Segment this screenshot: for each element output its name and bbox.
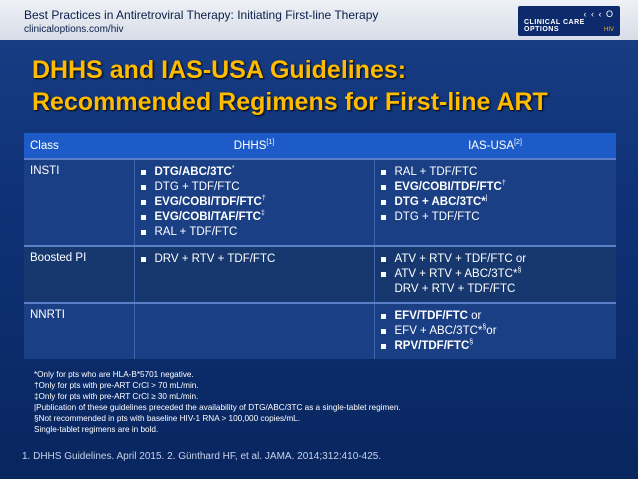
header-dhhs: DHHS[1] bbox=[134, 133, 374, 159]
footnote-marker: | bbox=[485, 195, 488, 203]
bullet-square-icon bbox=[381, 344, 386, 349]
regimens-table bbox=[24, 133, 616, 359]
regimen-text: ATV + RTV + ABC/3TC* bbox=[394, 268, 518, 280]
dhhs-regimen-list bbox=[141, 252, 368, 267]
table-row bbox=[24, 303, 616, 359]
dhhs-cell bbox=[134, 159, 374, 246]
regimen-text: ATV + RTV + TDF/FTC or bbox=[394, 253, 527, 265]
bullet-square-icon bbox=[141, 230, 146, 235]
regimen-item bbox=[381, 210, 611, 225]
regimen-item bbox=[141, 165, 368, 180]
header-title: Best Practices in Antiretroviral Therapy: Initiating First-line Therapy bbox=[24, 8, 379, 22]
regimen-text: DTG + ABC/3TC* bbox=[394, 196, 486, 208]
regimen-text: DTG + TDF/FTC bbox=[154, 181, 240, 193]
regimen-item bbox=[381, 309, 611, 324]
bullet-square-icon bbox=[381, 329, 386, 334]
footnote-marker: § bbox=[482, 324, 487, 332]
slide-title bbox=[32, 54, 622, 118]
bullet-square-icon bbox=[141, 200, 146, 205]
regimen-item bbox=[381, 195, 611, 210]
footnote-line: ‡Only for pts with pre-ART CrCl ≥ 30 mL/min. bbox=[34, 392, 199, 401]
dhhs-cell bbox=[134, 246, 374, 303]
footnote-marker: ‡ bbox=[260, 210, 265, 218]
table-header-row bbox=[24, 133, 616, 159]
bullet-square-icon bbox=[381, 257, 386, 262]
regimen-item bbox=[141, 225, 368, 240]
regimen-item bbox=[381, 339, 611, 354]
header-bar bbox=[0, 0, 638, 40]
regimen-text: DTG + TDF/FTC bbox=[394, 211, 480, 223]
footnote-line: §Not recommended in pts with baseline HIV-1 RNA > 100,000 copies/mL. bbox=[34, 414, 301, 423]
regimen-item bbox=[141, 195, 368, 210]
regimen-text: DTG/ABC/3TC bbox=[154, 166, 232, 178]
footnote-marker: § bbox=[517, 267, 522, 275]
regimen-text: EVG/COBI/TDF/FTC bbox=[394, 181, 502, 193]
bullet-square-icon bbox=[381, 272, 386, 277]
references: 1. DHHS Guidelines. April 2015. 2. Günthard HF, et al. JAMA. 2014;312:410-425. bbox=[22, 451, 382, 462]
ias-regimen-list bbox=[381, 309, 611, 354]
header-url[interactable]: clinicaloptions.com/hiv bbox=[24, 24, 124, 35]
bullet-square-icon bbox=[141, 215, 146, 220]
logo-tag: HIV bbox=[603, 27, 614, 33]
regimen-item bbox=[381, 324, 611, 339]
regimen-item bbox=[141, 252, 368, 267]
slide-title-line-1: DHHS and IAS-USA Guidelines: bbox=[32, 56, 407, 84]
regimen-text: RAL + TDF/FTC bbox=[394, 166, 478, 178]
regimen-text: EFV + ABC/3TC* bbox=[394, 325, 483, 337]
regimen-item bbox=[381, 252, 611, 267]
regimen-text: EVG/COBI/TAF/FTC bbox=[154, 211, 261, 223]
ias-cell bbox=[374, 159, 616, 246]
dhhs-regimen-list bbox=[141, 165, 368, 240]
regimen-text: RAL + TDF/FTC bbox=[154, 226, 238, 238]
logo-arrows-icon: ‹ ‹ ‹ O bbox=[583, 9, 614, 19]
regimen-text: EVG/COBI/TDF/FTC bbox=[154, 196, 262, 208]
regimen-tail: or bbox=[486, 325, 497, 337]
logo-brand-text: CLINICAL CARE OPTIONS bbox=[524, 19, 585, 33]
footnote-line: |Publication of these guidelines preceded the availability of DTG/ABC/3TC as a single-tablet regimen. bbox=[34, 403, 401, 412]
footnote-line: Single-tablet regimens are in bold. bbox=[34, 425, 159, 434]
regimen-text: RPV/TDF/FTC bbox=[394, 340, 470, 352]
bullet-square-icon bbox=[381, 314, 386, 319]
regimen-item bbox=[141, 180, 368, 195]
ias-cell bbox=[374, 246, 616, 303]
regimen-continuation: DRV + RTV + TDF/FTC bbox=[394, 283, 516, 295]
bullet-square-icon bbox=[381, 200, 386, 205]
footnote-marker: † bbox=[501, 180, 506, 188]
footnote-marker: * bbox=[231, 165, 235, 173]
regimen-item bbox=[381, 165, 611, 180]
table-row bbox=[24, 246, 616, 303]
header-ias-usa: IAS-USA[2] bbox=[374, 133, 616, 159]
footnote-line: †Only for pts with pre-ART CrCl > 70 mL/min. bbox=[34, 381, 199, 390]
footnotes bbox=[34, 369, 614, 435]
footnote-marker: † bbox=[261, 195, 266, 203]
regimen-item bbox=[381, 267, 611, 297]
regimen-tail: or bbox=[467, 310, 482, 322]
ias-cell bbox=[374, 303, 616, 359]
bullet-square-icon bbox=[381, 215, 386, 220]
bullet-square-icon bbox=[141, 170, 146, 175]
regimen-item bbox=[141, 210, 368, 225]
regimen-text: EFV/TDF/FTC bbox=[394, 310, 468, 322]
table-row bbox=[24, 159, 616, 246]
ias-regimen-list bbox=[381, 252, 611, 297]
ias-regimen-list bbox=[381, 165, 611, 225]
slide-title-line-2: Recommended Regimens for First-line ART bbox=[32, 88, 548, 116]
header-class: Class bbox=[24, 133, 134, 159]
class-cell: INSTI bbox=[24, 159, 134, 246]
footnote-marker: § bbox=[469, 339, 474, 347]
bullet-square-icon bbox=[381, 170, 386, 175]
bullet-square-icon bbox=[141, 257, 146, 262]
bullet-square-icon bbox=[141, 185, 146, 190]
regimen-text: DRV + RTV + TDF/FTC bbox=[154, 253, 276, 265]
clinical-care-options-logo bbox=[518, 6, 620, 36]
class-cell: NNRTI bbox=[24, 303, 134, 359]
regimen-item bbox=[381, 180, 611, 195]
class-cell: Boosted PI bbox=[24, 246, 134, 303]
footnote-line: *Only for pts who are HLA-B*5701 negative. bbox=[34, 370, 194, 379]
dhhs-cell bbox=[134, 303, 374, 359]
bullet-square-icon bbox=[381, 185, 386, 190]
